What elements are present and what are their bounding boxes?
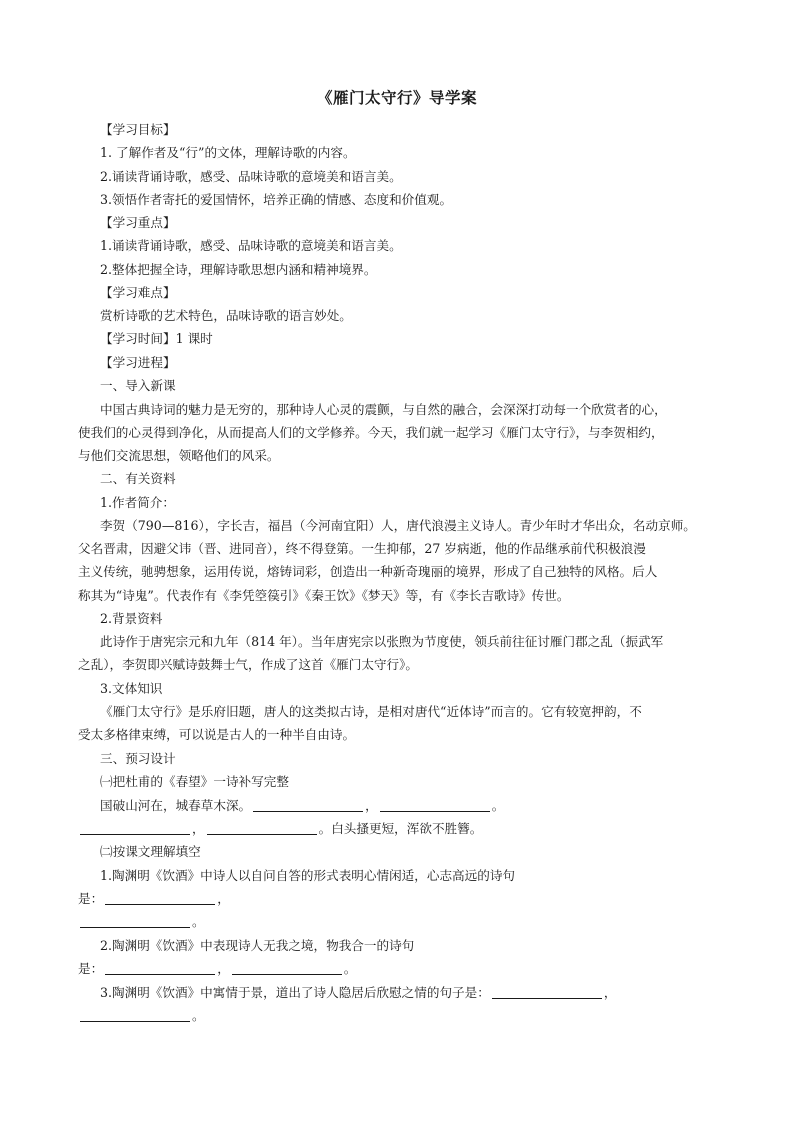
intro-text-line: 中国古典诗词的魅力是无穷的，那种诗人心灵的震颤，与自然的融合，会深深打动每一个欣赏者的心， [100,402,667,417]
materials-heading: 二、有关资料 [100,471,176,486]
preview-part1-heading: ㈠把杜甫的《春望》一诗补写完整 [100,774,289,789]
fill-blank[interactable] [80,1009,190,1022]
poem-text: 。白头搔更短，浑欲不胜簪。 [318,821,483,836]
page-title: 《雁门太守行》导学案 [316,88,477,107]
author-text-line: 称其为“诗鬼”。代表作有《李凭箜篌引》《秦王饮》《梦天》等，有《李长吉歌诗》传世。 [78,588,570,603]
objectives-heading: 【学习目标】 [100,122,176,137]
fill-blank[interactable] [105,892,215,905]
background-text-line: 此诗作于唐宪宗元和九年（814 年）。当年唐宪宗以张煦为节度使，领兵前往征讨雁门郡之乱（振武军 [100,634,664,649]
difficulties-heading: 【学习难点】 [100,285,176,300]
question-1-answer-line [78,891,230,907]
comma: ， [603,985,617,1000]
poem-text: 国破山河在，城春草木深。 [100,798,252,813]
period: 。 [192,914,205,929]
question-2: 2.陶渊明《饮酒》中表现诗人无我之境，物我合一的诗句 [100,938,415,953]
author-text-line: 李贺（790—816），字长吉，福昌（今河南宜阳）人，唐代浪漫主义诗人。青少年时才华出众，名动京师。 [100,518,696,533]
intro-heading: 一、导入新课 [100,378,176,393]
author-text-line: 父名晋肃，因避父讳（晋、进同音），终不得登第。一生抑郁，27 岁病逝，他的作品继承前代积极浪漫 [78,541,646,556]
answer-prefix: 是： [78,891,104,906]
question-1-answer-line-2 [78,914,205,930]
objective-item: 1. 了解作者及“行”的文体，理解诗歌的内容。 [100,145,356,160]
period: 。 [192,1008,205,1023]
fill-blank[interactable] [492,986,602,999]
author-heading: 1.作者简介： [100,495,175,510]
preview-heading: 三、预习设计 [100,751,176,766]
difficulties-text: 赏析诗歌的艺术特色，品味诗歌的语言妙处。 [100,308,352,323]
comma: ， [217,891,230,906]
period: 。 [491,798,505,813]
fill-blank[interactable] [105,962,215,975]
author-text-line: 主义传统，驰骋想象，运用传说，熔铸词彩，创造出一种新奇瑰丽的境界，形成了自己独特的风格。后人 [78,564,658,579]
question-2-answer-line [78,961,356,977]
objective-item: 2.诵读背诵诗歌，感受、品味诗歌的意境美和语言美。 [100,169,402,184]
genre-text-line: 《雁门太守行》是乐府旧题，唐人的这类拟古诗，是相对唐代“近体诗”而言的。它有较宽押韵，不 [100,704,642,719]
intro-text-line: 使我们的心灵得到净化，从而提高人们的文学修养。今天，我们就一起学习《雁门太守行》，与李贺相约， [78,425,664,440]
fill-blank[interactable] [232,962,342,975]
fill-blank[interactable] [380,799,490,812]
fill-blank[interactable] [80,915,190,928]
preview-part2-heading: ㈡按课文理解填空 [100,844,201,859]
study-time: 【学习时间】1 课时 [100,331,213,346]
key-point-item: 2.整体把握全诗，理解诗歌思想内涵和精神境界。 [100,262,377,277]
objective-item: 3.领悟作者寄托的爱国情怀，培养正确的情感、态度和价值观。 [100,192,453,207]
fill-blank[interactable] [253,799,363,812]
background-heading: 2.背景资料 [100,611,163,626]
period: 。 [343,961,357,976]
comma: ， [217,961,230,976]
genre-heading: 3.文体知识 [100,681,163,696]
question-3-answer-line [78,1008,205,1024]
intro-text-line: 与他们交流思想，领略他们的风采。 [78,448,280,463]
key-point-item: 1.诵读背诵诗歌，感受、品味诗歌的意境美和语言美。 [100,238,402,253]
fill-blank[interactable] [80,822,190,835]
answer-prefix: 是： [78,961,104,976]
background-text-line: 之乱），李贺即兴赋诗鼓舞士气，作成了这首《雁门太守行》。 [78,657,419,672]
fill-blank[interactable] [207,822,317,835]
question-3 [100,985,616,1001]
process-heading: 【学习进程】 [100,355,176,370]
key-points-heading: 【学习重点】 [100,215,176,230]
poem-fill-line-2 [78,821,482,837]
comma: ， [192,821,205,836]
poem-fill-line-1 [100,798,504,814]
question-1: 1.陶渊明《饮酒》中诗人以自问自答的形式表明心情闲适，心志高远的诗句 [100,868,516,883]
genre-text-line: 受太多格律束缚，可以说是古人的一种半自由诗。 [78,727,356,742]
question-3-text: 3.陶渊明《饮酒》中寓情于景，道出了诗人隐居后欣慰之情的句子是： [100,985,490,1000]
comma: ， [365,798,378,813]
